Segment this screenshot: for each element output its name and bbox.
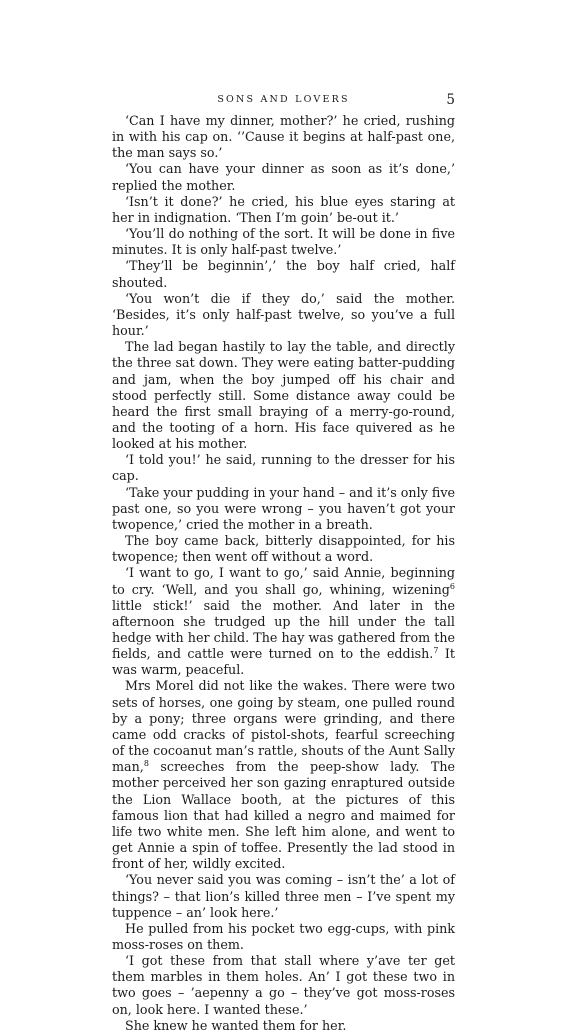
paragraph bbox=[112, 678, 455, 872]
text-run: little stick!’ said the mother. And later in the afternoon she trudged up the hill under the tall hedge with her child. The hay was gathered from the fields, and cattle were turned on to the eddish. bbox=[112, 597, 455, 662]
paragraph: ‘I got these from that stall where y’ave ter get them marbles in them holes. An’ I got these two in two goes – ’aepenny a go – they’ve got moss-roses on, look here. I wanted these.’ bbox=[112, 953, 455, 1017]
text-run: It was warm, peaceful. bbox=[112, 646, 455, 678]
footnote-marker: 8 bbox=[143, 759, 149, 769]
paragraph: ‘You can have your dinner as soon as it’s done,’ replied the mother. bbox=[112, 161, 455, 193]
paragraph: ‘I told you!’ he said, running to the dresser for his cap. bbox=[112, 452, 455, 484]
paragraph: ‘Can I have my dinner, mother?’ he cried, rushing in with his cap on. ‘’Cause it begins at half-past one, the man says so.’ bbox=[112, 113, 455, 161]
paragraph: ‘You’ll do nothing of the sort. It will be done in five minutes. It is only half-past twelve.’ bbox=[112, 226, 455, 258]
paragraph: ‘They’ll be beginnin’,’ the boy half cried, half shouted. bbox=[112, 258, 455, 290]
footnote-marker: 6 bbox=[449, 581, 455, 591]
running-title: SONS AND LOVERS bbox=[217, 94, 350, 105]
text-run: screeches from the peep-show lady. The mother perceived her son gazing enraptured outside the Lion Wallace booth, at the pictures of this famous lion that had killed a negro and maimed for life two white men. She left him alone, and went to get Annie a spin of toffee. Presently the lad stood in front of her, wildly excited. bbox=[112, 759, 455, 872]
body-text bbox=[112, 113, 455, 1034]
paragraph: ‘You never said you was coming – isn’t the’ a lot of things? – that lion’s killed three men – I’ve spent my tuppence – an’ look here.’ bbox=[112, 872, 455, 920]
paragraph: ‘Take your pudding in your hand – and it’s only five past one, so you were wrong – you haven’t got your twopence,’ cried the mother in a breath. bbox=[112, 484, 455, 532]
paragraph: He pulled from his pocket two egg-cups, with pink moss-roses on them. bbox=[112, 920, 455, 952]
page-number: 5 bbox=[446, 92, 455, 108]
paragraph bbox=[112, 565, 455, 678]
page-header bbox=[112, 92, 455, 108]
text-run: Mrs Morel did not like the wakes. There were two sets of horses, one going by steam, one pulled round by a pony; three organs were grinding, and there came odd cracks of pistol-shots, fearful screeching of the cocoanut man’s rattle, shouts of the Aunt Sally man, bbox=[112, 678, 455, 775]
paragraph: The lad began hastily to lay the table, and directly the three sat down. They were eating batter-pudding and jam, when the boy jumped off his chair and stood perfectly still. Some distance away could be heard the first small braying of a merry-go-round, and the tooting of a horn. His face quivered as he looked at his mother. bbox=[112, 339, 455, 452]
paragraph: She knew he wanted them for her. bbox=[125, 1017, 347, 1033]
paragraph: ‘You won’t die if they do,’ said the mother. ‘Besides, it’s only half-past twelve, so you’ve a full hour.’ bbox=[112, 290, 455, 339]
paragraph: The boy came back, bitterly disappointed, for his twopence; then went off without a word. bbox=[112, 533, 455, 565]
paragraph: ‘Isn’t it done?’ he cried, his blue eyes staring at her in indignation. ‘Then I’m goin’ be-out it.’ bbox=[112, 193, 455, 225]
footnote-marker: 7 bbox=[433, 645, 439, 655]
text-run: ‘I want to go, I want to go,’ said Annie, beginning to cry. ‘Well, and you shall go, whining, wizening bbox=[112, 565, 455, 597]
